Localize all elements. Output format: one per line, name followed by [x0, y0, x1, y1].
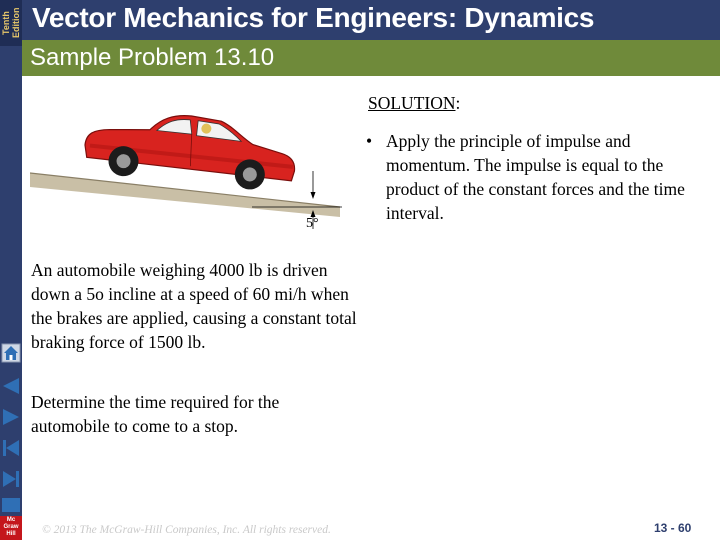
exit-icon[interactable] — [0, 494, 22, 516]
problem-task: Determine the time required for the automobile to come to a stop. — [31, 392, 280, 436]
subtitle-bar — [22, 40, 720, 76]
page-title: Vector Mechanics for Engineers: Dynamics — [32, 2, 595, 33]
sidebar — [0, 0, 22, 540]
page-subtitle: Sample Problem 13.10 — [30, 44, 275, 71]
copyright-notice: © 2013 The McGraw-Hill Companies, Inc. All rights reserved. — [42, 524, 331, 536]
car-on-incline-figure — [30, 95, 350, 235]
first-icon[interactable] — [0, 437, 22, 459]
solution-heading — [368, 93, 460, 114]
bullet-marker: • — [366, 131, 373, 151]
edition-badge — [0, 0, 22, 46]
solution-heading-colon: : — [455, 93, 461, 113]
solution-bullet-text: Apply the principle of impulse and momentum. The impulse is equal to the product of the constant forces and the time interval. — [386, 131, 685, 223]
mcgraw-hill-logo: Mc Graw Hill — [0, 516, 22, 540]
edition-line2: Edition — [11, 7, 21, 39]
home-icon[interactable] — [0, 342, 22, 364]
problem-statement: An automobile weighing 4000 lb is driven down a 5o incline at a speed of 60 mi/h when the brakes are applied, causing a constant total braking force of 1500 lb. — [31, 260, 357, 352]
solution-bullet — [366, 129, 716, 225]
angle-label: 5° — [306, 216, 319, 231]
previous-icon[interactable] — [0, 375, 22, 397]
last-icon[interactable] — [0, 468, 22, 490]
page-number: 13 - 60 — [654, 521, 692, 535]
edition-line1: Tenth — [1, 11, 11, 35]
next-icon[interactable] — [0, 406, 22, 428]
title-bar — [22, 0, 720, 40]
solution-heading-text: SOLUTION — [368, 93, 456, 113]
